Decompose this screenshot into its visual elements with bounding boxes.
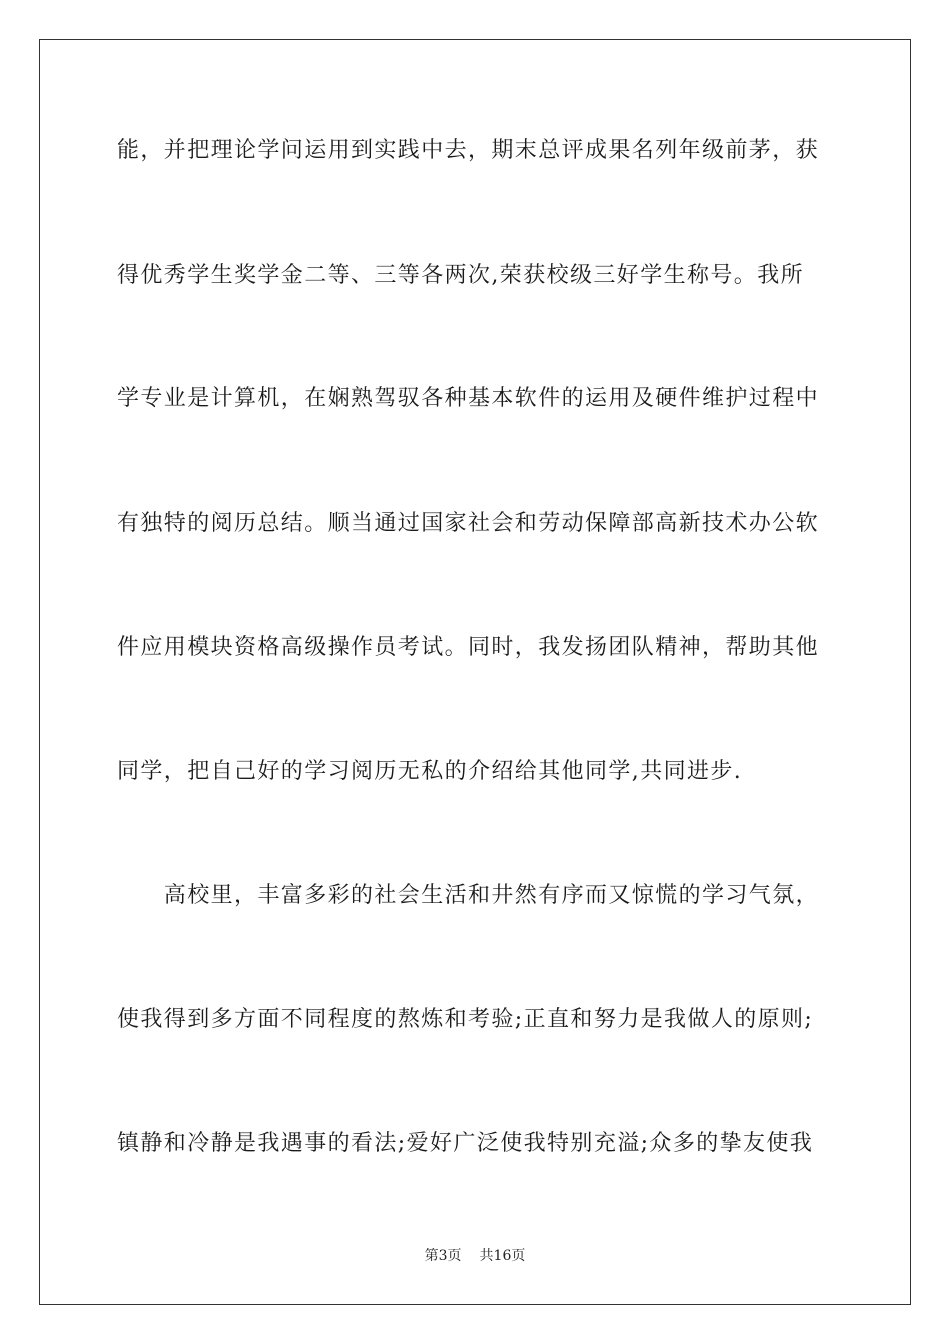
text-line: 件应用模块资格高级操作员考试。同时，我发扬团队精神，帮助其他 xyxy=(117,635,820,660)
page-total: 共16页 xyxy=(479,1248,526,1264)
text-line: 能，并把理论学问运用到实践中去，期末总评成果名列年级前茅，获 xyxy=(117,138,820,163)
text-line: 使我得到多方面不同程度的熬炼和考验;正直和努力是我做人的原则; xyxy=(117,1007,814,1032)
page-border xyxy=(39,39,911,1305)
text-line: 镇静和冷静是我遇事的看法;爱好广泛使我特别充溢;众多的挚友使我 xyxy=(117,1131,814,1156)
text-line: 学专业是计算机，在娴熟驾驭各种基本软件的运用及硬件维护过程中 xyxy=(117,386,820,411)
page-footer xyxy=(0,1246,950,1266)
text-line: 有独特的阅历总结。顺当通过国家社会和劳动保障部高新技术办公软 xyxy=(117,511,820,536)
text-line: 同学，把自己好的学习阅历无私的介绍给其他同学,共同进步. xyxy=(117,759,743,784)
text-line: 得优秀学生奖学金二等、三等各两次,荣获校级三好学生称号。我所 xyxy=(117,263,804,288)
paragraph-start-line: 高校里，丰富多彩的社会生活和井然有序而又惊慌的学习气氛， xyxy=(117,883,820,908)
page-number: 第3页 xyxy=(424,1248,462,1264)
